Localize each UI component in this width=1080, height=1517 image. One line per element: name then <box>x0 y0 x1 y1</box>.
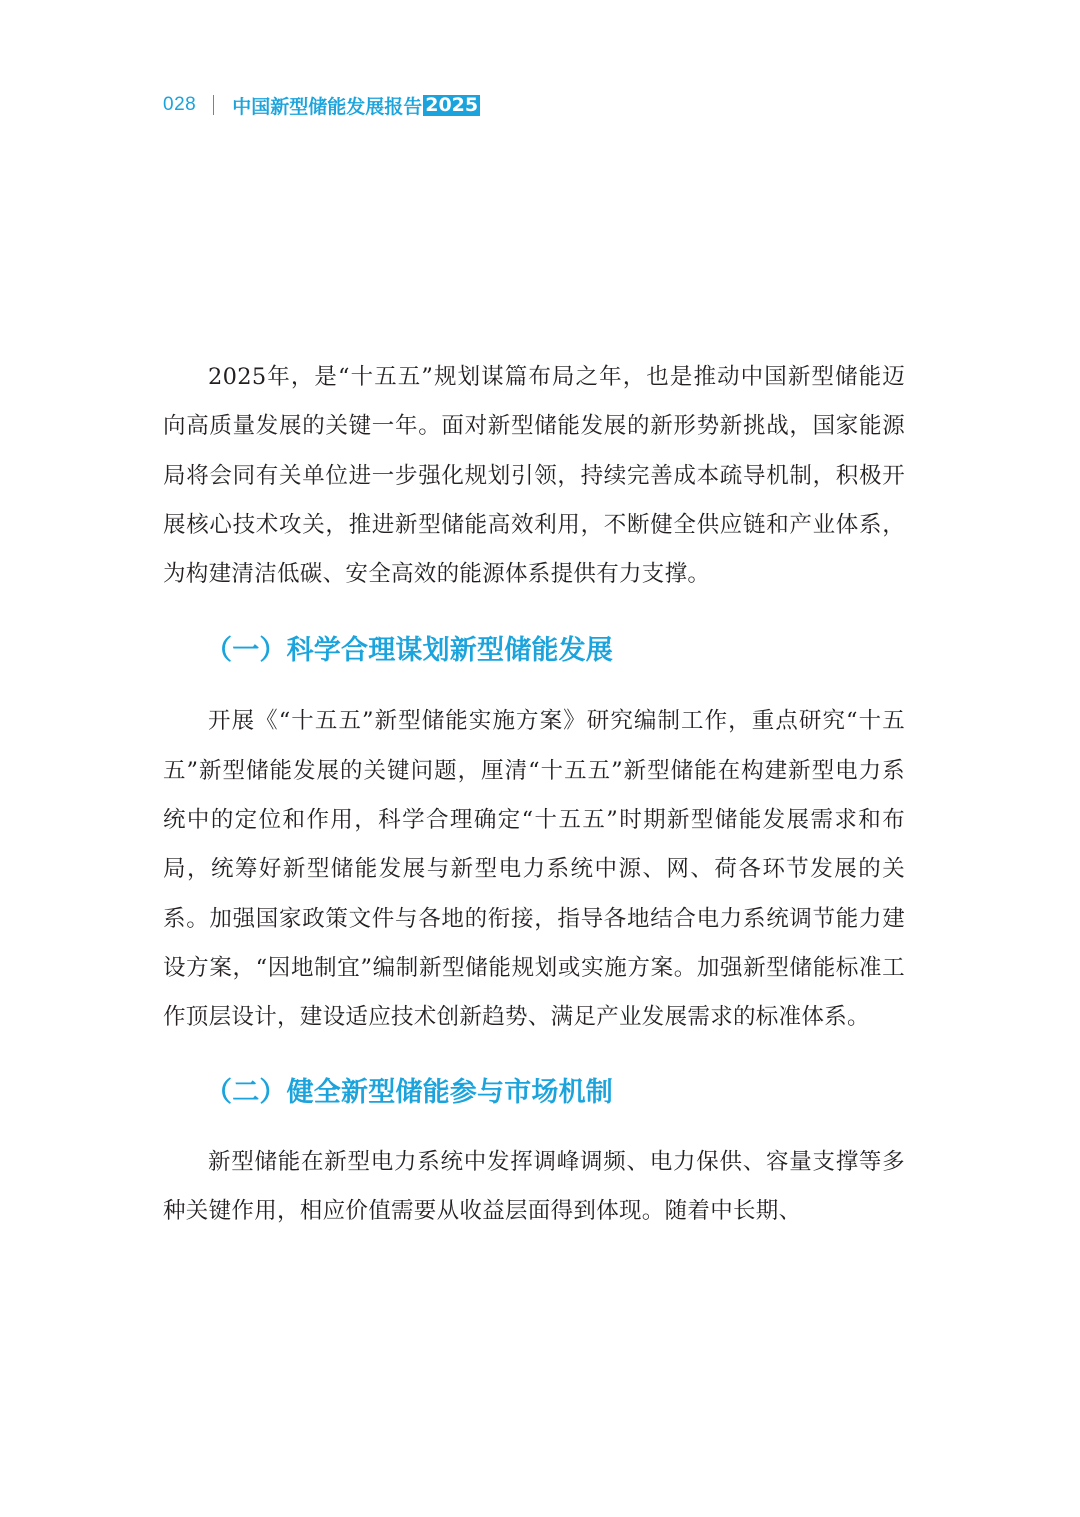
section-1-paragraph: 开展《“十五五”新型储能实施方案》研究编制工作，重点研究“十五五”新型储能发展的关键问题，厘清“十五五”新型储能在构建新型电力系统中的定位和作用，科学合理确定“十五五”时期新型储能发展需求和布局，统筹好新型储能发展与新型电力系统中源、网、荷各环节发展的关系。加强国家政策文件与各地的衔接，指导各地结合电力系统调节能力建设方案，“因地制宜”编制新型储能规划或实施方案。加强新型储能标准工作顶层设计，建设适应技术创新趋势、满足产业发展需求的标准体系。 <box>163 708 905 1031</box>
section-heading-1: （一）科学合理谋划新型储能发展 <box>205 635 613 667</box>
page-content <box>163 353 905 1236</box>
section-2-paragraph: 新型储能在新型电力系统中发挥调峰调频、电力保供、容量支撑等多种关键作用，相应价值需要从收益层面得到体现。随着中长期、 <box>163 1148 905 1224</box>
report-title: 中国新型储能发展报告 <box>232 95 423 118</box>
report-year: 2025 <box>425 93 479 116</box>
page-header <box>163 90 480 120</box>
section-heading-2: （二）健全新型储能参与市场机制 <box>205 1076 613 1108</box>
header-divider <box>213 95 214 115</box>
intro-paragraph: 2025年，是“十五五”规划谋篇布局之年，也是推动中国新型储能迈向高质量发展的关键一年。面对新型储能发展的新形势新挑战，国家能源局将会同有关单位进一步强化规划引领，持续完善成本疏导机制，积极开展核心技术攻关，推进新型储能高效利用，不断健全供应链和产业体系，为构建清洁低碳、安全高效的能源体系提供有力支撑。 <box>163 364 905 588</box>
page-number: 028 <box>163 94 197 115</box>
